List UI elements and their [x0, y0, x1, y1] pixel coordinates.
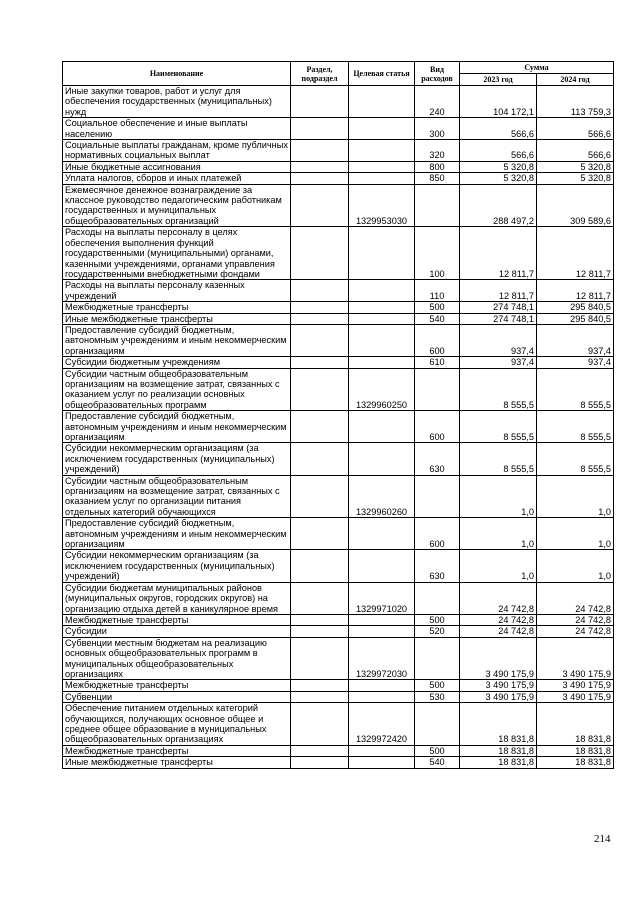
row-section — [291, 582, 349, 614]
row-kind — [415, 637, 460, 680]
row-name: Иные межбюджетные трансферты — [63, 313, 291, 324]
row-target — [349, 86, 415, 118]
row-amount-2024: 5 320,8 — [537, 173, 614, 184]
row-target — [349, 173, 415, 184]
row-name: Расходы на выплаты персоналу казенных учреждений — [63, 280, 291, 302]
row-target — [349, 313, 415, 324]
row-kind: 630 — [415, 443, 460, 475]
row-section — [291, 313, 349, 324]
row-kind: 630 — [415, 550, 460, 582]
row-amount-2023: 1,0 — [460, 475, 537, 518]
row-target — [349, 626, 415, 637]
table-body — [63, 86, 614, 769]
row-section — [291, 118, 349, 140]
row-kind — [415, 703, 460, 746]
row-amount-2024: 3 490 175,9 — [537, 691, 614, 702]
table-row — [63, 550, 614, 582]
row-target — [349, 518, 415, 550]
row-name: Иные бюджетные ассигнования — [63, 161, 291, 172]
row-kind: 800 — [415, 161, 460, 172]
table-row — [63, 280, 614, 302]
row-section — [291, 161, 349, 172]
table-row — [63, 368, 614, 411]
row-name: Субсидии некоммерческим организациям (за исключением государственных (муниципальных) учреждений) — [63, 443, 291, 475]
row-kind: 540 — [415, 313, 460, 324]
row-amount-2023: 1,0 — [460, 518, 537, 550]
row-target — [349, 118, 415, 140]
table-row — [63, 227, 614, 280]
row-name: Уплата налогов, сборов и иных платежей — [63, 173, 291, 184]
row-name: Субвенции — [63, 691, 291, 702]
row-section — [291, 324, 349, 356]
page-number: 214 — [594, 833, 611, 845]
row-amount-2023: 24 742,8 — [460, 582, 537, 614]
row-amount-2024: 566,6 — [537, 140, 614, 162]
row-target: 1329953030 — [349, 184, 415, 227]
row-kind: 540 — [415, 757, 460, 768]
row-kind: 850 — [415, 173, 460, 184]
row-kind: 500 — [415, 745, 460, 756]
row-amount-2023: 8 555,5 — [460, 443, 537, 475]
row-name: Социальные выплаты гражданам, кроме публичных нормативных социальных выплат — [63, 140, 291, 162]
row-kind — [415, 368, 460, 411]
row-section — [291, 475, 349, 518]
row-amount-2024: 1,0 — [537, 475, 614, 518]
row-amount-2023: 5 320,8 — [460, 161, 537, 172]
row-kind: 320 — [415, 140, 460, 162]
row-name: Расходы на выплаты персоналу в целях обеспечения выполнения функций государственными (муниципальными) органами, казенными учреждениями, органами управления государственными внебюджетными фондами — [63, 227, 291, 280]
table-row — [63, 691, 614, 702]
row-section — [291, 173, 349, 184]
row-amount-2024: 3 490 175,9 — [537, 680, 614, 691]
row-kind: 600 — [415, 411, 460, 443]
row-section — [291, 550, 349, 582]
table-row — [63, 582, 614, 614]
header-year-2024: 2024 год — [537, 74, 614, 86]
row-section — [291, 411, 349, 443]
table-row — [63, 324, 614, 356]
header-section: Раздел, подраздел — [291, 62, 349, 86]
table-row — [63, 680, 614, 691]
row-section — [291, 614, 349, 625]
row-name: Субсидии — [63, 626, 291, 637]
row-name: Иные закупки товаров, работ и услуг для обеспечения государственных (муниципальных) нужд — [63, 86, 291, 118]
row-target — [349, 140, 415, 162]
row-target: 1329972030 — [349, 637, 415, 680]
row-amount-2024: 12 811,7 — [537, 227, 614, 280]
row-amount-2023: 3 490 175,9 — [460, 691, 537, 702]
table-row — [63, 140, 614, 162]
row-target — [349, 280, 415, 302]
row-kind: 100 — [415, 227, 460, 280]
row-kind: 110 — [415, 280, 460, 302]
row-section — [291, 86, 349, 118]
row-target — [349, 357, 415, 368]
row-name: Межбюджетные трансферты — [63, 680, 291, 691]
row-amount-2024: 1,0 — [537, 518, 614, 550]
table-row — [63, 118, 614, 140]
row-amount-2023: 937,4 — [460, 324, 537, 356]
row-target — [349, 691, 415, 702]
row-section — [291, 626, 349, 637]
row-target — [349, 757, 415, 768]
header-name: Наименование — [63, 62, 291, 86]
row-amount-2023: 12 811,7 — [460, 227, 537, 280]
table-row — [63, 161, 614, 172]
row-name: Межбюджетные трансферты — [63, 745, 291, 756]
row-name: Субвенции местным бюджетам на реализацию основных общеобразовательных программ в муниципальных общеобразовательных организациях — [63, 637, 291, 680]
row-section — [291, 443, 349, 475]
table-header — [63, 62, 614, 86]
row-name: Предоставление субсидий бюджетным, автономным учреждениям и иным некоммерческим организациям — [63, 411, 291, 443]
row-name: Межбюджетные трансферты — [63, 614, 291, 625]
row-section — [291, 757, 349, 768]
row-amount-2023: 566,6 — [460, 140, 537, 162]
row-kind: 600 — [415, 324, 460, 356]
row-section — [291, 691, 349, 702]
row-amount-2024: 3 490 175,9 — [537, 637, 614, 680]
row-name: Социальное обеспечение и иные выплаты населению — [63, 118, 291, 140]
row-section — [291, 357, 349, 368]
row-kind: 530 — [415, 691, 460, 702]
table-row — [63, 518, 614, 550]
row-amount-2023: 1,0 — [460, 550, 537, 582]
table-row — [63, 703, 614, 746]
table-row — [63, 757, 614, 768]
row-section — [291, 637, 349, 680]
table-row — [63, 475, 614, 518]
row-amount-2023: 24 742,8 — [460, 614, 537, 625]
table-row — [63, 626, 614, 637]
row-kind: 500 — [415, 680, 460, 691]
row-name: Субсидии бюджетам муниципальных районов (муниципальных округов, городских округов) на организацию отдыха детей в каникулярное время — [63, 582, 291, 614]
row-amount-2024: 937,4 — [537, 324, 614, 356]
row-amount-2024: 24 742,8 — [537, 582, 614, 614]
row-section — [291, 518, 349, 550]
table-row — [63, 302, 614, 313]
row-amount-2023: 288 497,2 — [460, 184, 537, 227]
row-amount-2024: 113 759,3 — [537, 86, 614, 118]
row-target — [349, 680, 415, 691]
row-target — [349, 161, 415, 172]
row-amount-2024: 18 831,8 — [537, 745, 614, 756]
row-kind: 520 — [415, 626, 460, 637]
row-amount-2024: 8 555,5 — [537, 443, 614, 475]
row-target — [349, 302, 415, 313]
table-row — [63, 173, 614, 184]
row-kind — [415, 184, 460, 227]
row-target — [349, 614, 415, 625]
row-name: Субсидии некоммерческим организациям (за исключением государственных (муниципальных) учреждений) — [63, 550, 291, 582]
row-section — [291, 280, 349, 302]
row-section — [291, 140, 349, 162]
row-amount-2023: 12 811,7 — [460, 280, 537, 302]
row-section — [291, 227, 349, 280]
row-name: Предоставление субсидий бюджетным, автономным учреждениям и иным некоммерческим организациям — [63, 324, 291, 356]
row-amount-2023: 5 320,8 — [460, 173, 537, 184]
row-section — [291, 368, 349, 411]
row-name: Субсидии частным общеобразовательным организациям на возмещение затрат, связанных с оказанием услуг по реализации основных общеобразовательных программ — [63, 368, 291, 411]
row-kind: 240 — [415, 86, 460, 118]
row-amount-2024: 24 742,8 — [537, 614, 614, 625]
row-amount-2024: 8 555,5 — [537, 411, 614, 443]
row-kind — [415, 475, 460, 518]
row-target: 1329972420 — [349, 703, 415, 746]
row-name: Субсидии бюджетным учреждениям — [63, 357, 291, 368]
row-amount-2023: 3 490 175,9 — [460, 637, 537, 680]
table-row — [63, 637, 614, 680]
row-kind: 610 — [415, 357, 460, 368]
table-row — [63, 313, 614, 324]
row-amount-2023: 18 831,8 — [460, 757, 537, 768]
row-amount-2023: 566,6 — [460, 118, 537, 140]
row-name: Обеспечение питанием отдельных категорий обучающихся, получающих основное общее и среднее общее образование в муниципальных общеобразовательных организациях — [63, 703, 291, 746]
row-amount-2023: 104 172,1 — [460, 86, 537, 118]
row-name: Межбюджетные трансферты — [63, 302, 291, 313]
row-target: 1329960250 — [349, 368, 415, 411]
table-row — [63, 184, 614, 227]
row-amount-2023: 24 742,8 — [460, 626, 537, 637]
row-section — [291, 302, 349, 313]
row-amount-2024: 1,0 — [537, 550, 614, 582]
row-kind — [415, 582, 460, 614]
row-section — [291, 745, 349, 756]
header-year-2023: 2023 год — [460, 74, 537, 86]
row-amount-2023: 274 748,1 — [460, 302, 537, 313]
row-amount-2023: 18 831,8 — [460, 703, 537, 746]
row-amount-2024: 18 831,8 — [537, 703, 614, 746]
table-row — [63, 86, 614, 118]
budget-table — [62, 61, 614, 769]
row-amount-2024: 295 840,5 — [537, 302, 614, 313]
row-kind: 500 — [415, 614, 460, 625]
row-target — [349, 745, 415, 756]
row-name: Ежемесячное денежное вознаграждение за классное руководство педагогическим работникам государственных и муниципальных общеобразовательных организаций — [63, 184, 291, 227]
row-kind: 500 — [415, 302, 460, 313]
row-amount-2023: 8 555,5 — [460, 368, 537, 411]
row-kind: 600 — [415, 518, 460, 550]
row-kind: 300 — [415, 118, 460, 140]
row-amount-2023: 18 831,8 — [460, 745, 537, 756]
table-row — [63, 614, 614, 625]
row-amount-2023: 8 555,5 — [460, 411, 537, 443]
row-name: Предоставление субсидий бюджетным, автономным учреждениям и иным некоммерческим организациям — [63, 518, 291, 550]
row-target — [349, 227, 415, 280]
row-amount-2024: 24 742,8 — [537, 626, 614, 637]
row-section — [291, 184, 349, 227]
row-amount-2023: 937,4 — [460, 357, 537, 368]
row-section — [291, 703, 349, 746]
row-target — [349, 324, 415, 356]
row-target: 1329971020 — [349, 582, 415, 614]
header-sum: Сумма — [460, 62, 614, 74]
row-amount-2024: 8 555,5 — [537, 368, 614, 411]
row-amount-2023: 3 490 175,9 — [460, 680, 537, 691]
row-target — [349, 550, 415, 582]
row-amount-2024: 18 831,8 — [537, 757, 614, 768]
row-amount-2023: 274 748,1 — [460, 313, 537, 324]
row-target — [349, 411, 415, 443]
row-amount-2024: 566,6 — [537, 118, 614, 140]
table-row — [63, 357, 614, 368]
row-amount-2024: 937,4 — [537, 357, 614, 368]
row-target — [349, 443, 415, 475]
table-row — [63, 411, 614, 443]
table-row — [63, 443, 614, 475]
table-row — [63, 745, 614, 756]
row-section — [291, 680, 349, 691]
row-amount-2024: 295 840,5 — [537, 313, 614, 324]
row-name: Субсидии частным общеобразовательным организациям на возмещение затрат, связанных с оказанием услуг по организации питания отдельных категорий обучающихся — [63, 475, 291, 518]
row-amount-2024: 12 811,7 — [537, 280, 614, 302]
row-amount-2024: 5 320,8 — [537, 161, 614, 172]
row-amount-2024: 309 589,6 — [537, 184, 614, 227]
header-kind: Вид расходов — [415, 62, 460, 86]
row-target: 1329960260 — [349, 475, 415, 518]
row-name: Иные межбюджетные трансферты — [63, 757, 291, 768]
header-target: Целевая статья — [349, 62, 415, 86]
